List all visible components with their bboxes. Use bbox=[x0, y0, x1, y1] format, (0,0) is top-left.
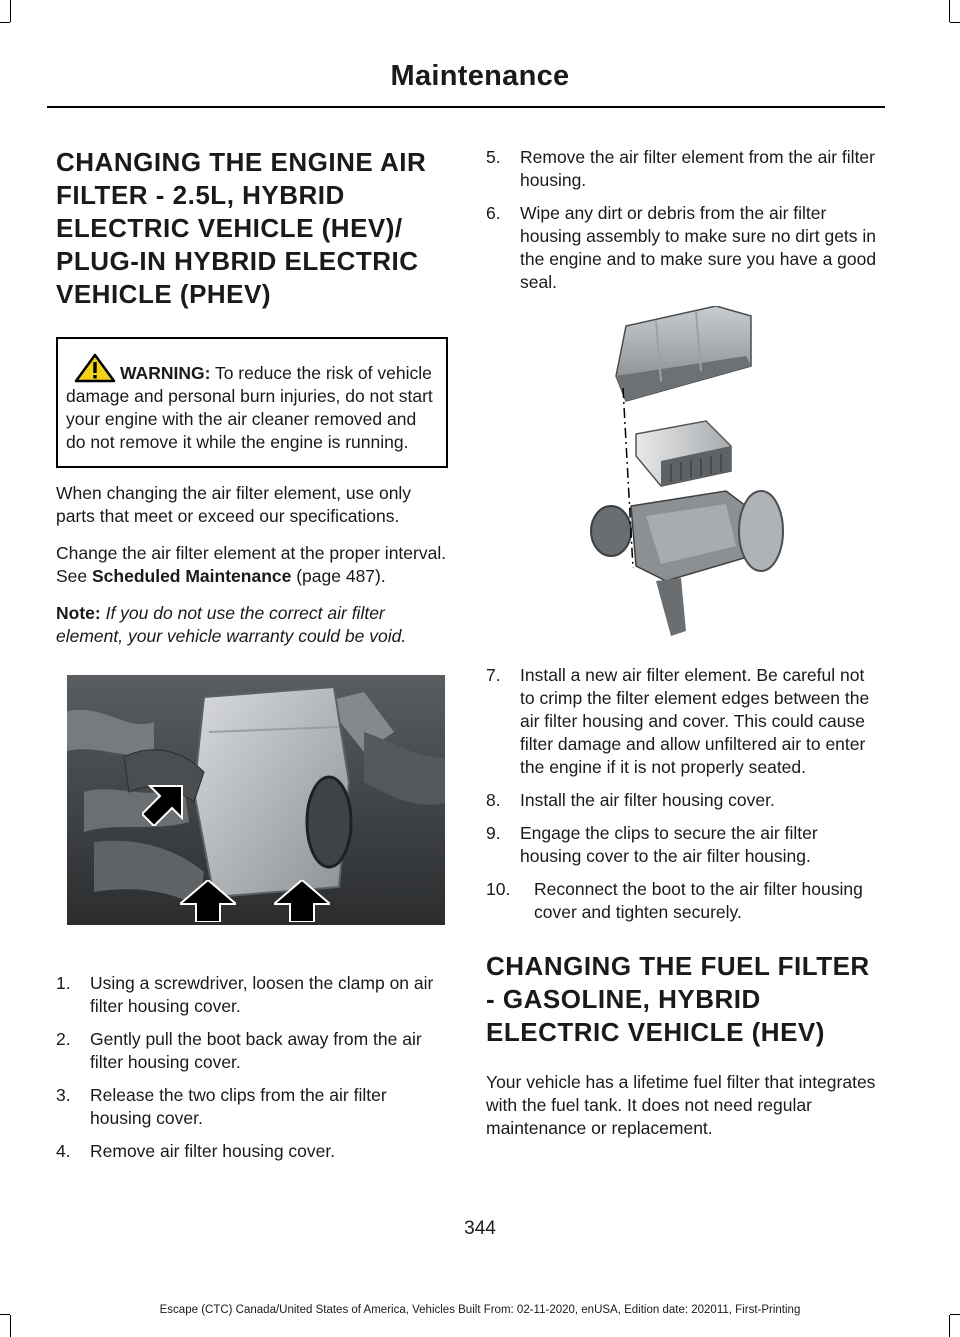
left-column bbox=[56, 146, 448, 1173]
section-title-air-filter bbox=[56, 146, 448, 311]
section-title-line: ELECTRIC VEHICLE (HEV) bbox=[486, 1017, 825, 1047]
list-item bbox=[56, 1028, 448, 1074]
page-header-title: Maintenance bbox=[390, 60, 570, 92]
arrow-icon bbox=[142, 780, 188, 826]
list-item bbox=[486, 146, 881, 192]
list-item bbox=[56, 972, 448, 1018]
warning-label: WARNING: bbox=[120, 363, 211, 383]
air-filter-illustration bbox=[486, 306, 881, 646]
step-text: Remove air filter housing cover. bbox=[90, 1141, 336, 1161]
step-text: Reconnect the boot to the air filter housing cover and tighten securely. bbox=[534, 879, 863, 922]
step-number: 9. bbox=[486, 823, 501, 843]
section-title-fuel-filter bbox=[486, 950, 881, 1049]
step-text: Wipe any dirt or debris from the air filter housing assembly to make sure no dirt gets in the engine and to make sure you have a good seal. bbox=[520, 203, 877, 292]
cross-reference-link[interactable]: Scheduled Maintenance bbox=[92, 566, 292, 586]
paragraph: Your vehicle has a lifetime fuel filter that integrates with the fuel tank. It does not need regular maintenance or replacement. bbox=[486, 1072, 876, 1138]
list-item bbox=[486, 202, 881, 294]
section-title-line: PLUG-IN HYBRID ELECTRIC bbox=[56, 246, 419, 276]
steps-list bbox=[486, 664, 881, 924]
step-number: 10. bbox=[486, 879, 511, 899]
section-title-line: VEHICLE (PHEV) bbox=[56, 279, 272, 309]
section-title-line: CHANGING THE FUEL FILTER bbox=[486, 951, 870, 981]
air-filter-exploded-diagram bbox=[486, 306, 881, 646]
paragraph: When changing the air filter element, use only parts that meet or exceed our specifications. bbox=[56, 483, 412, 526]
step-number: 3. bbox=[56, 1085, 71, 1105]
section-title-line: - GASOLINE, HYBRID bbox=[486, 984, 761, 1014]
list-item bbox=[486, 822, 881, 868]
step-text: Gently pull the boot back away from the air filter housing cover. bbox=[90, 1029, 422, 1072]
paragraph-text: Change the air filter element at the proper interval. See bbox=[56, 543, 447, 586]
section-title-line: ELECTRIC VEHICLE (HEV)/ bbox=[56, 213, 403, 243]
step-text: Using a screwdriver, loosen the clamp on air filter housing cover. bbox=[90, 973, 434, 1016]
step-number: 5. bbox=[486, 147, 501, 167]
step-number: 8. bbox=[486, 790, 501, 810]
step-text: Install a new air filter element. Be careful not to crimp the filter element edges between the air filter housing and cover. This could cause filter damage and allow unfiltered air to enter the engine if it is not properly seated. bbox=[520, 665, 870, 777]
step-text: Release the two clips from the air filter housing cover. bbox=[90, 1085, 387, 1128]
crop-mark bbox=[10, 0, 11, 22]
paragraph-with-reference bbox=[56, 542, 448, 588]
page-number: 344 bbox=[464, 1218, 496, 1239]
list-item bbox=[486, 664, 881, 779]
note-text: If you do not use the correct air filter element, your vehicle warranty could be void. bbox=[56, 603, 407, 646]
crop-mark bbox=[949, 0, 950, 22]
engine-bay-photo bbox=[64, 672, 448, 928]
step-number: 4. bbox=[56, 1141, 71, 1161]
section-title-line: CHANGING THE ENGINE AIR bbox=[56, 147, 427, 177]
header-divider bbox=[47, 106, 885, 108]
paragraph-text: (page 487). bbox=[291, 566, 386, 586]
step-text: Install the air filter housing cover. bbox=[520, 790, 775, 810]
crop-mark bbox=[0, 22, 10, 23]
crop-mark bbox=[949, 1315, 950, 1337]
list-item bbox=[56, 1140, 448, 1163]
note-label: Note: bbox=[56, 603, 101, 623]
arrow-icon bbox=[274, 880, 330, 922]
step-number: 6. bbox=[486, 203, 501, 223]
warning-box bbox=[56, 337, 448, 468]
footer-edition-info: Escape (CTC) Canada/United States of America, Vehicles Built From: 02-11-2020, enUSA, Edition date: 202011, First-Printing bbox=[159, 1304, 801, 1316]
step-text: Remove the air filter element from the air filter housing. bbox=[520, 147, 875, 190]
warning-text: To reduce the risk of vehicle damage and personal burn injuries, do not start your engine with the air cleaner removed and do not remove it while the engine is running. bbox=[66, 363, 433, 452]
step-number: 2. bbox=[56, 1029, 71, 1049]
right-column bbox=[486, 146, 881, 1140]
crop-mark bbox=[950, 22, 960, 23]
list-item bbox=[56, 1084, 448, 1130]
step-text: Engage the clips to secure the air filter housing cover to the air filter housing. bbox=[520, 823, 818, 866]
note bbox=[56, 602, 448, 648]
warning-triangle-icon bbox=[74, 353, 116, 383]
engine-bay-illustration bbox=[64, 672, 448, 928]
step-number: 7. bbox=[486, 665, 501, 685]
section-title-line: FILTER - 2.5L, HYBRID bbox=[56, 180, 345, 210]
list-item bbox=[486, 789, 881, 812]
crop-mark bbox=[10, 1315, 11, 1337]
step-number: 1. bbox=[56, 973, 71, 993]
steps-list bbox=[486, 146, 881, 294]
steps-list bbox=[56, 972, 448, 1163]
list-item bbox=[486, 878, 881, 924]
arrow-icon bbox=[180, 880, 236, 922]
